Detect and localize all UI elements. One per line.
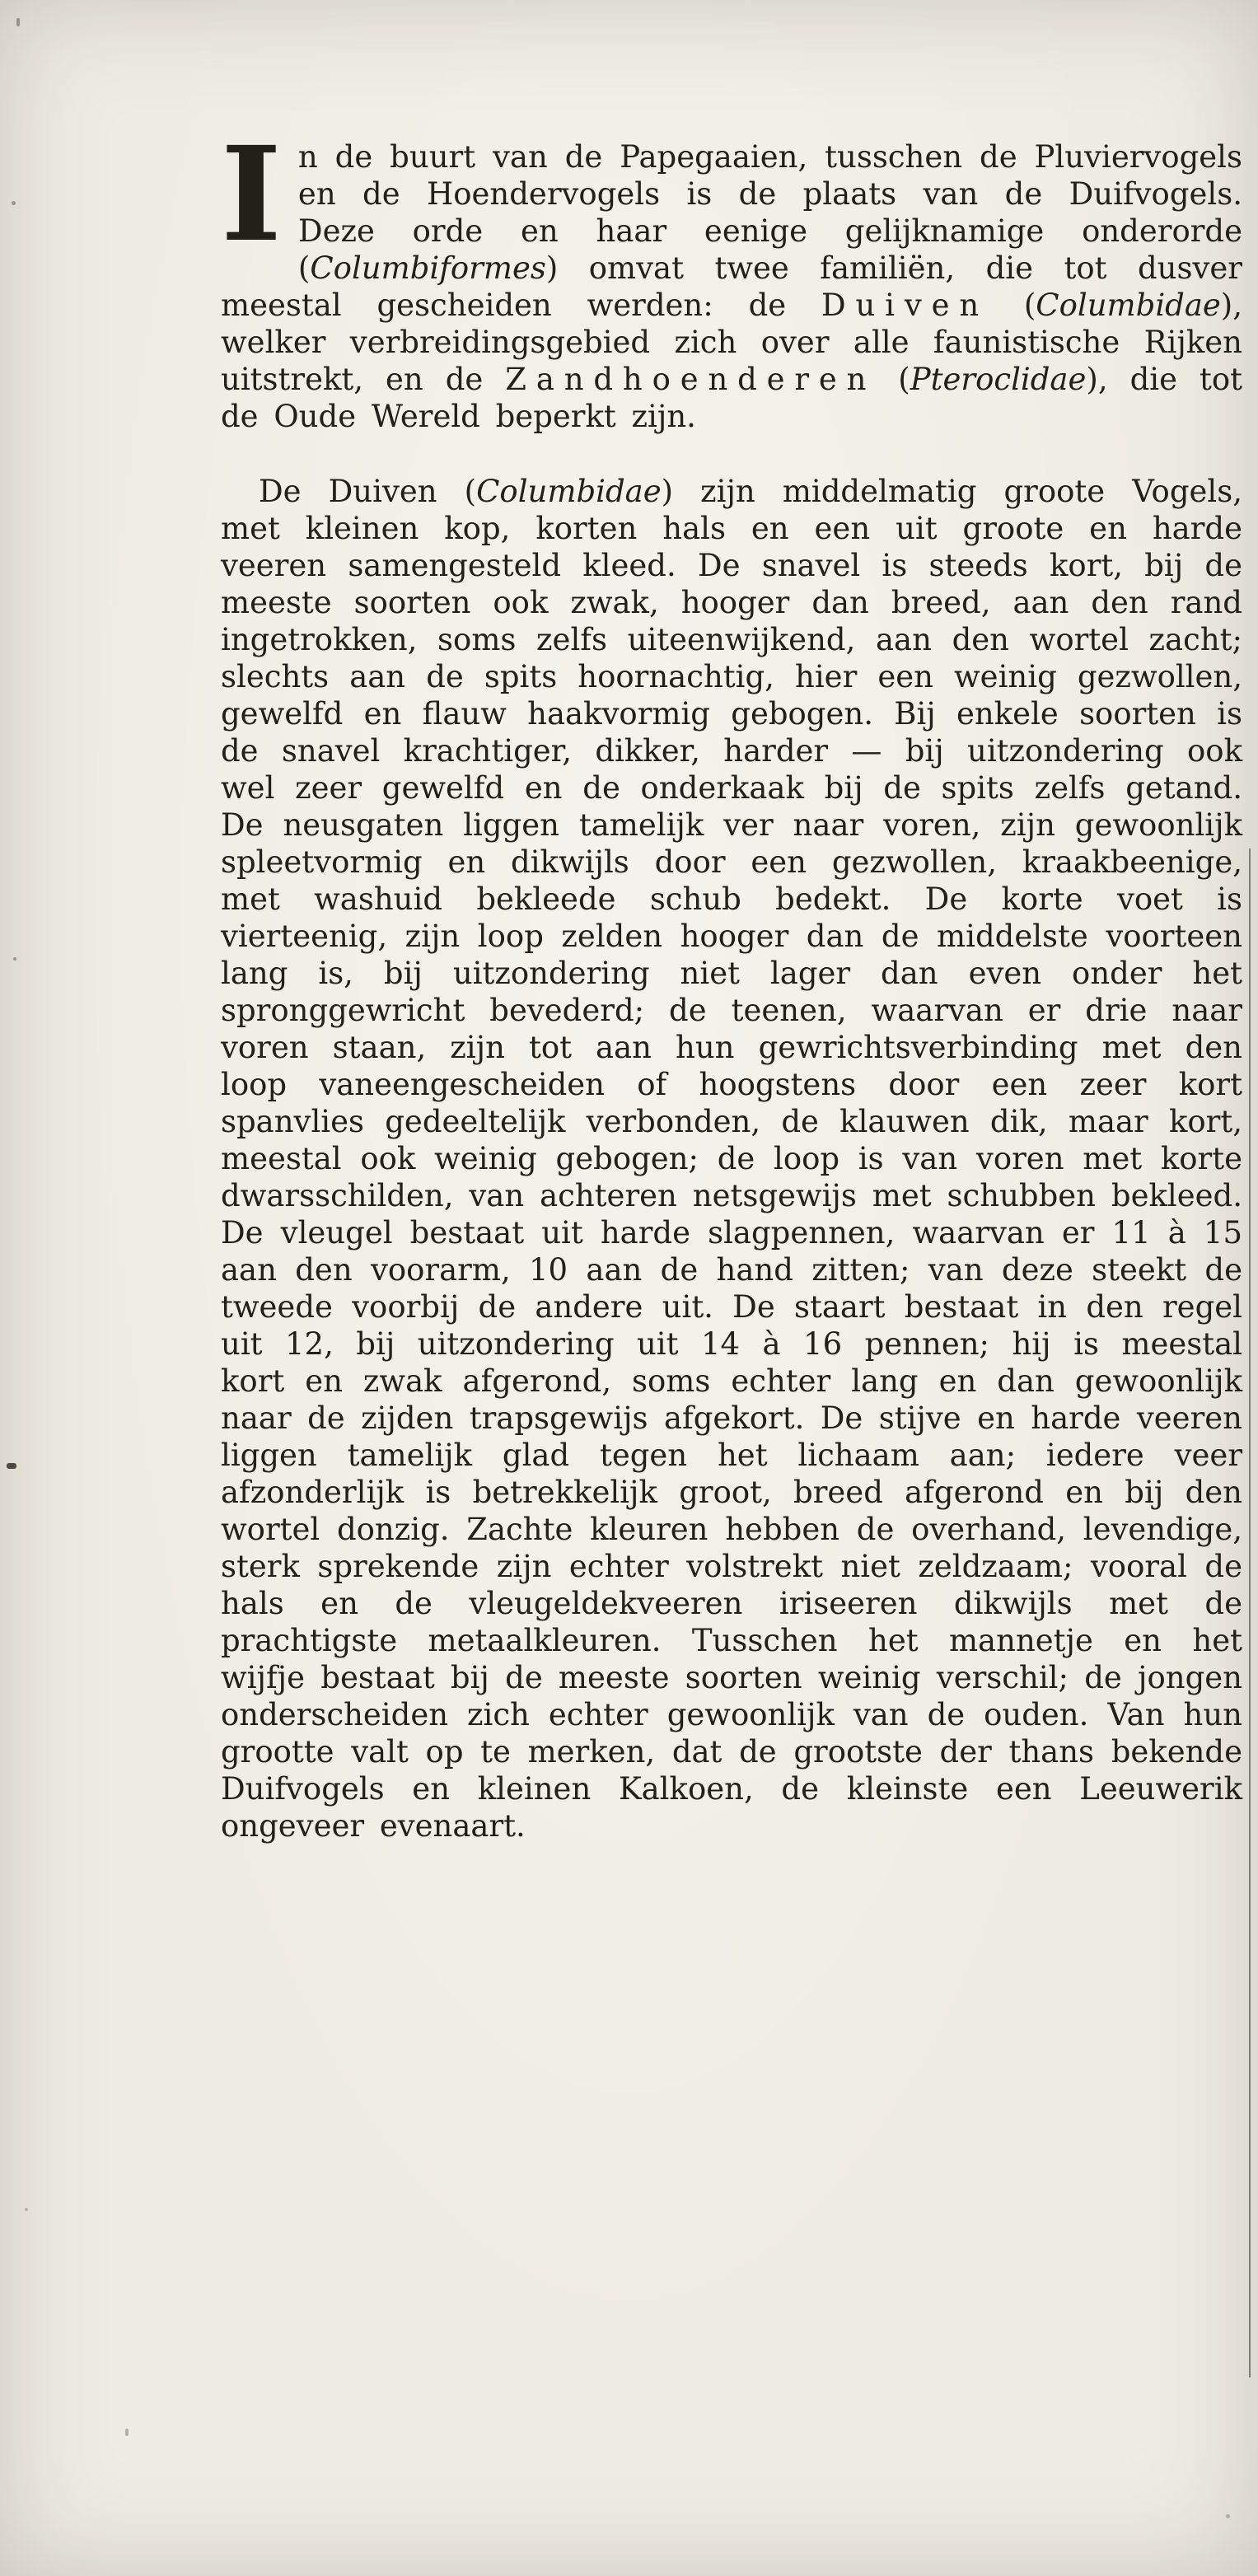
paragraph-description	[221, 473, 1242, 1844]
text-run: (	[876, 362, 910, 397]
text-run: (	[989, 288, 1036, 323]
paragraph-intro-text	[221, 119, 1242, 434]
text-block	[221, 119, 1242, 1844]
text-run-italic: Columbidae	[1036, 288, 1221, 323]
drop-cap-initial: I	[221, 119, 282, 271]
text-run: n de buurt van de Papegaaien, tusschen de Pluviervogels en de Hoendervogels is de plaats van de Duifvogels. Deze orde en haar eenige gelijknamige onderorde (	[297, 139, 1242, 286]
scan-speck	[16, 18, 20, 26]
scan-speck	[25, 2208, 28, 2211]
text-run: De Duiven (	[259, 474, 477, 509]
text-run: ), die tot de Oude Wereld beperkt zijn.	[221, 362, 1242, 434]
text-run-spaced: Duiven	[821, 288, 989, 323]
scan-speck	[13, 957, 16, 961]
text-run: ) zijn middelmatig groote Vogels, met kleinen kop, korten hals en een uit groote en harde veeren samengesteld kleed. De snavel is steeds kort, bij de meeste soorten ook zwak, hooger dan breed, aan den rand ingetrokken, soms zelfs uiteenwijkend, aan den wortel zacht; slechts aan de spits hoornachtig, hier een weinig gezwollen, gewelfd en flauw haakvormig gebogen. Bij enkele soorten is de snavel krachtiger, dikker, harder — bij uitzondering ook wel zeer gewelfd en de onderkaak bij de spits zelfs getand. De neusgaten liggen tamelijk ver naar voren, zijn gewoonlijk spleetvormig en dikwijls door een gezwollen, kraakbeenige, met washuid bekleede schub bedekt. De korte voet is vierteenig, zijn loop zelden hooger dan de middelste voorteen lang is, bij uitzondering niet lager dan even onder het spronggewricht bevederd; de teenen, waarvan er drie naar voren staan, zijn tot aan hun gewrichtsverbinding met den loop vaneengescheiden of hoogstens door een zeer kort spanvlies gedeeltelijk verbonden, de klauwen dik, maar kort, meestal ook weinig gebogen; de loop is van voren met korte dwarsschilden, van achteren netsgewijs met schubben bekleed. De vleugel bestaat uit harde slagpennen, waarvan er 11 à 15 aan den voorarm, 10 aan de hand zitten; van deze steekt de tweede voorbij de andere uit. De staart bestaat in den regel uit 12, bij uitzondering uit 14 à 16 pennen; hij is meestal kort en zwak afgerond, soms echter lang en dan gewoonlijk naar de zijden trapsgewijs afgekort. De stijve en harde veeren liggen tamelijk glad tegen het lichaam aan; iedere veer afzonderlijk is betrekkelijk groot, breed afgerond en bij den wortel donzig. Zachte kleuren hebben de overhand, levendige, sterk sprekende zijn echter volstrekt niet zeldzaam; vooral de hals en de vleugeldekveeren iriseeren dikwijls met de prachtigste metaalkleuren. Tusschen het mannetje en het wijfje bestaat bij de meeste soorten weinig verschil; de jongen onderscheiden zich echter gewoonlijk van de ouden. Van hun grootte valt op te merken, dat de grootste der thans bekende Duifvogels en kleinen Kalkoen, de kleinste een Leeuwerik ongeveer evenaart.	[221, 474, 1242, 1844]
text-run-italic: Columbiformes	[310, 250, 546, 286]
paragraph-description-text	[221, 474, 1242, 1844]
scan-speck	[12, 201, 16, 205]
text-run: ) omvat twee familiën, die tot dusver meestal gescheiden werden: de	[221, 250, 1242, 323]
scan-line-artifact	[1249, 849, 1251, 2377]
text-run-italic: Columbidae	[476, 474, 662, 509]
scan-speck	[125, 2429, 129, 2436]
scan-speck	[1226, 2514, 1230, 2518]
paragraph-intro	[221, 119, 1242, 435]
text-run-spaced: Zandhoenderen	[505, 362, 877, 397]
text-run: ), welker verbreidingsgebied zich over alle faunistische Rijken uitstrekt, en de	[221, 288, 1242, 397]
scan-speck	[7, 1463, 16, 1469]
text-run-italic: Pteroclidae	[910, 362, 1087, 397]
